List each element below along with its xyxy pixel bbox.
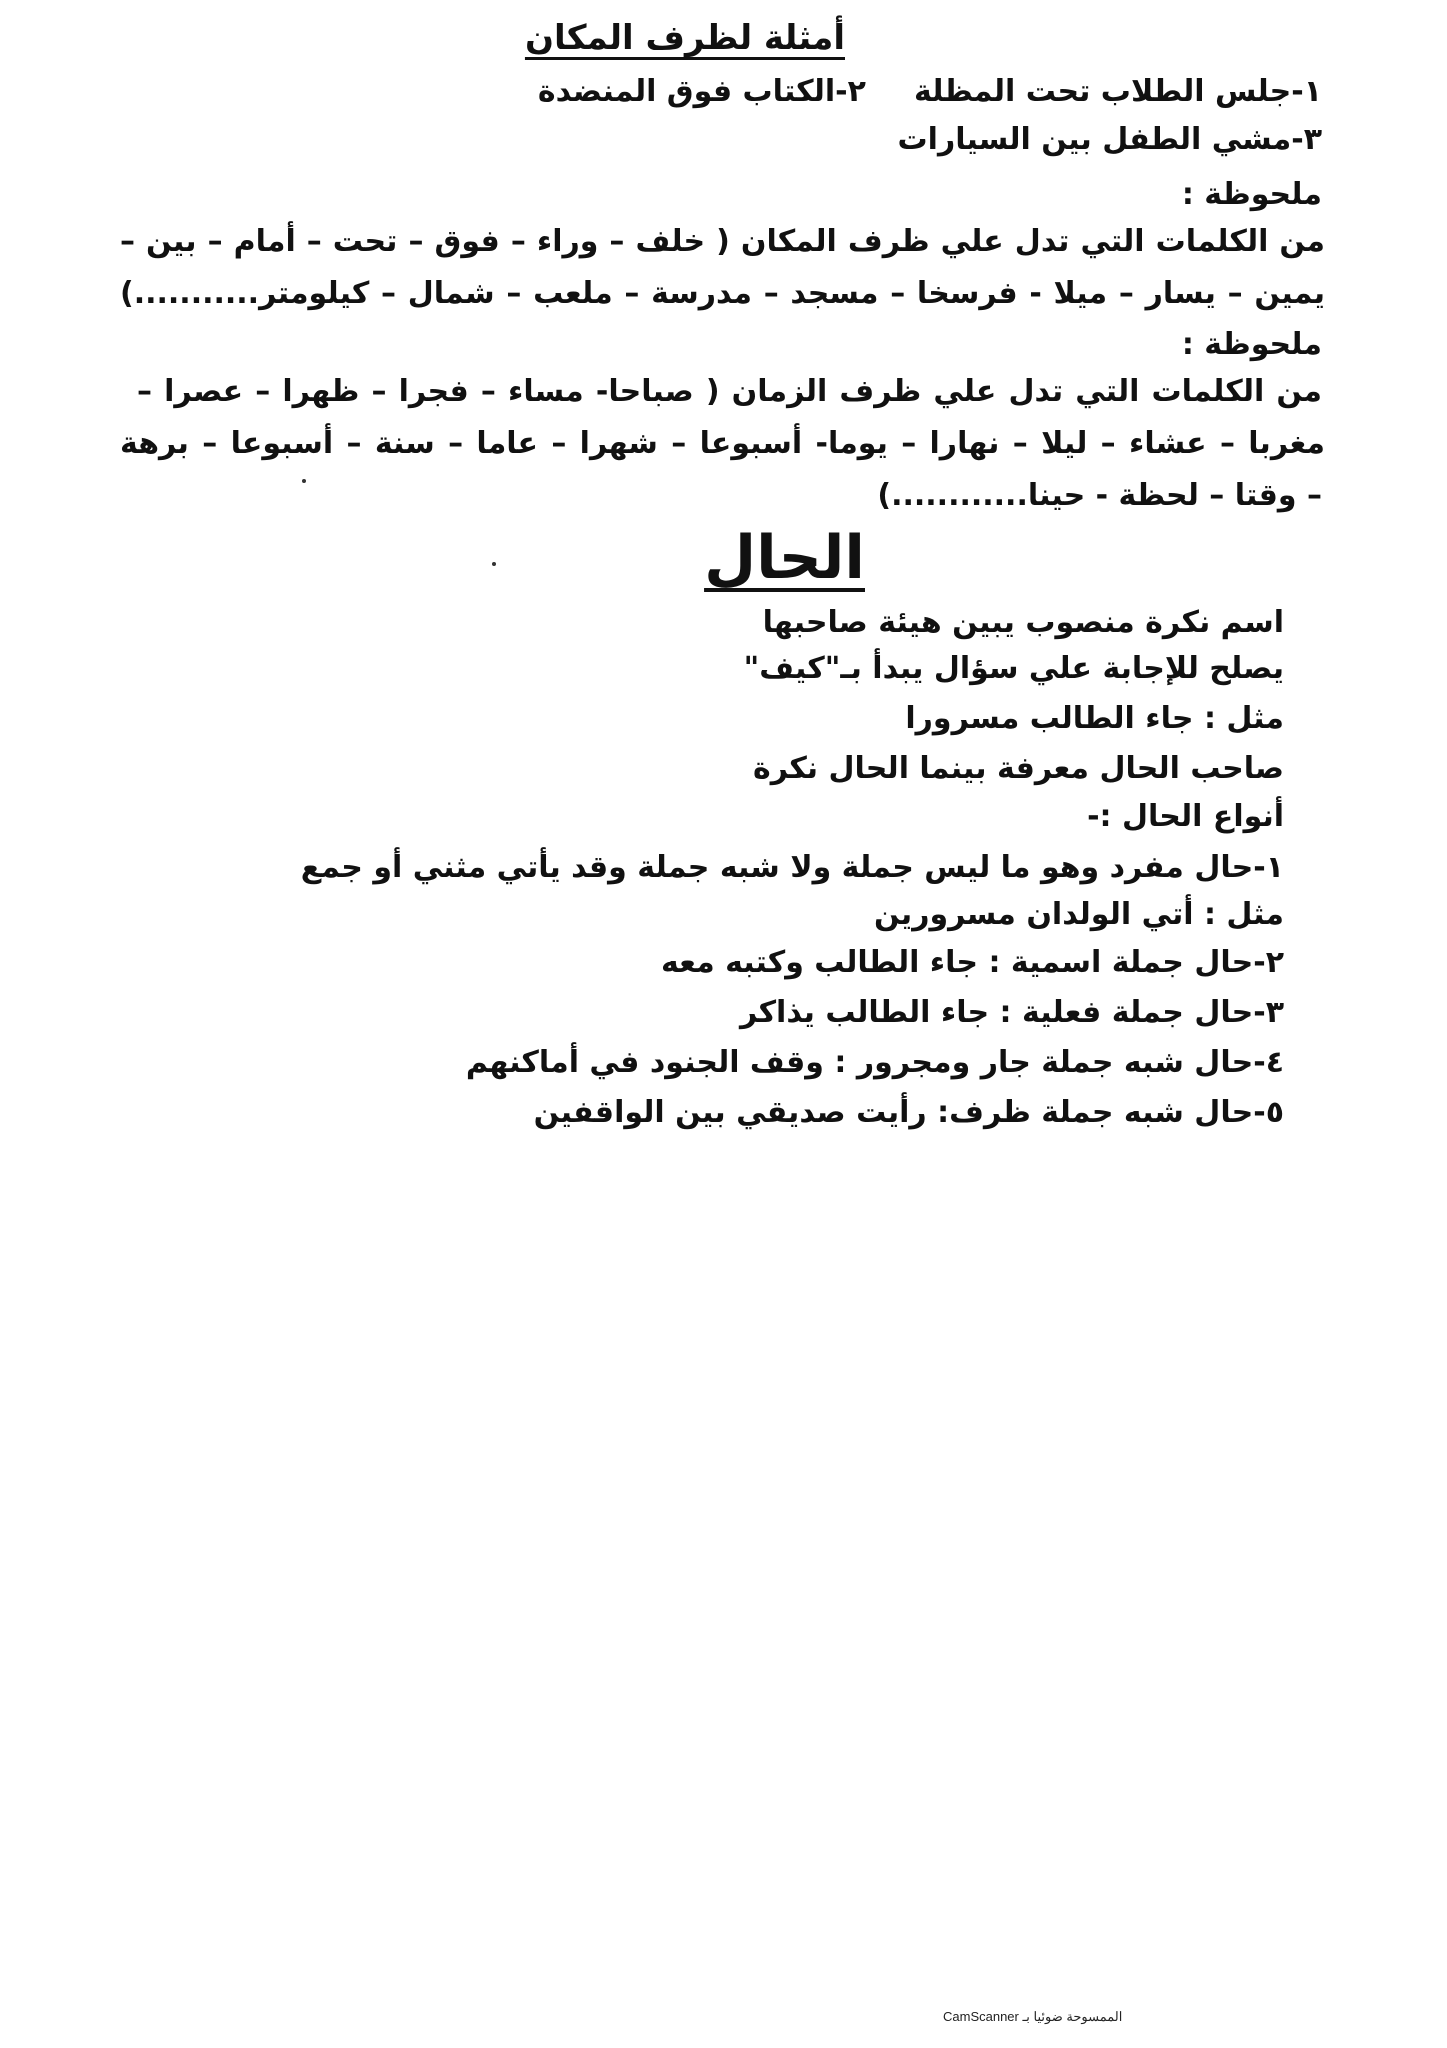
- note-place-line-1: من الكلمات التي تدل علي ظرف المكان ( خلف – وراء – فوق – تحت – أمام – بين –: [120, 224, 1325, 259]
- hal-type-item: ٤-حال شبه جملة جار ومجرور : وقف الجنود في أماكنهم: [465, 1045, 1284, 1080]
- place-examples-row: [538, 72, 1322, 112]
- scan-speck: [302, 479, 306, 483]
- note-place-line-2: يمين – يسار – ميلا - فرسخا – مسجد – مدرسة – ملعب – شمال – كيلومتر...........): [120, 276, 1325, 311]
- hal-type-item: ١-حال مفرد وهو ما ليس جملة ولا شبه جملة وقد يأتي مثني أو جمع: [300, 850, 1284, 885]
- place-example-3: ٣-مشي الطفل بين السيارات: [897, 122, 1322, 157]
- note-time-line-3: – وقتا – لحظة - حينا............): [877, 478, 1322, 513]
- hal-definition-2: يصلح للإجابة علي سؤال يبدأ بـ"كيف": [743, 651, 1284, 686]
- note-time-label: ملحوظة :: [1181, 327, 1322, 362]
- hal-type-item: مثل : أتي الولدان مسرورين: [873, 897, 1284, 932]
- note-time-line-1: من الكلمات التي تدل علي ظرف الزمان ( صباحا- مساء – فجرا – ظهرا – عصرا –: [137, 374, 1322, 409]
- hal-types-label: أنواع الحال :-: [1087, 799, 1284, 834]
- hal-title: الحال: [704, 523, 865, 593]
- hal-definition-1: اسم نكرة منصوب يبين هيئة صاحبها: [762, 605, 1284, 640]
- scan-speck: [492, 562, 496, 566]
- hal-type-item: ٣-حال جملة فعلية : جاء الطالب يذاكر: [739, 995, 1284, 1030]
- note-time-line-2: مغربا – عشاء – ليلا – نهارا – يوما- أسبوعا – شهرا – عاما – سنة – أسبوعا – برهة: [120, 426, 1325, 461]
- camscanner-watermark: الممسوحة ضوئيا بـ CamScanner: [943, 2009, 1123, 2024]
- note-place-label: ملحوظة :: [1181, 177, 1322, 212]
- hal-type-item: ٢-حال جملة اسمية : جاء الطالب وكتبه معه: [660, 945, 1284, 980]
- hal-example: مثل : جاء الطالب مسرورا: [905, 701, 1284, 736]
- place-examples-title: أمثلة لظرف المكان: [524, 18, 845, 58]
- place-example-1: ١-جلس الطلاب تحت المظلة: [913, 74, 1322, 109]
- place-example-2: ٢-الكتاب فوق المنضدة: [537, 74, 866, 109]
- hal-type-item: ٥-حال شبه جملة ظرف: رأيت صديقي بين الواقفين: [533, 1095, 1284, 1130]
- hal-rule: صاحب الحال معرفة بينما الحال نكرة: [752, 751, 1284, 786]
